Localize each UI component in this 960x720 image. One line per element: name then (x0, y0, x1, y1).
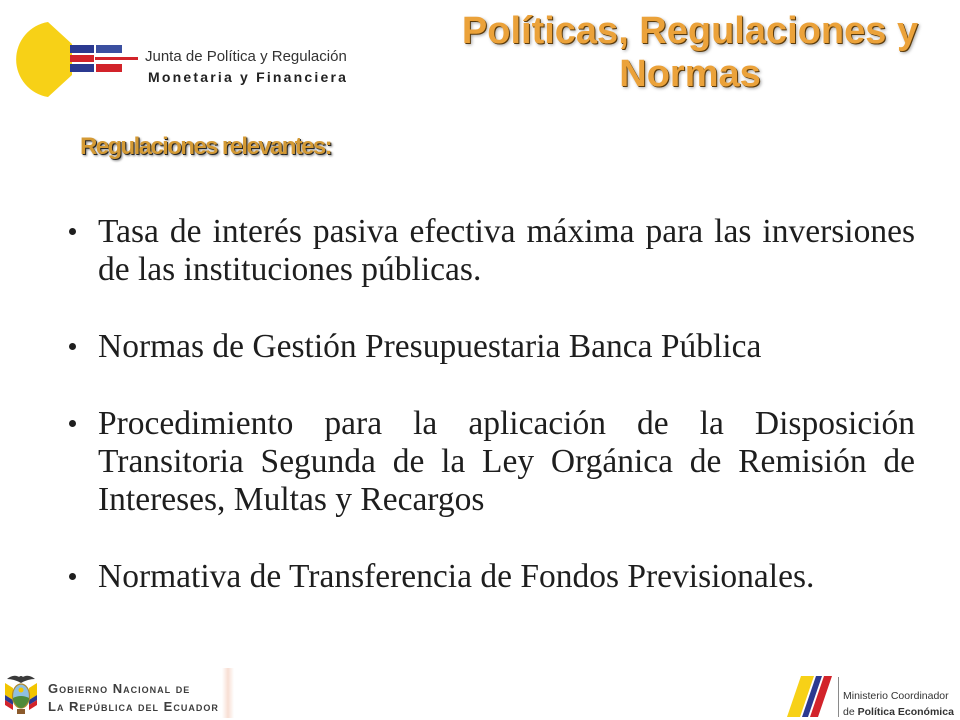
government-name-line2: La República del Ecuador (48, 699, 219, 714)
decorative-strip (222, 668, 234, 718)
bullet-dot-icon (69, 573, 76, 580)
ecuador-coat-of-arms-icon (2, 667, 40, 717)
bullet-text: Normativa de Transferencia de Fondos Previsionales. (98, 558, 815, 595)
ministry-name-line1: Ministerio Coordinador (843, 690, 949, 702)
bullet-item (98, 213, 915, 289)
footer-separator (838, 677, 839, 717)
ministry-name-prefix: de (843, 706, 855, 718)
bullet-item (98, 558, 915, 596)
org-name-line1: Junta de Política y Regulación (145, 48, 347, 65)
section-heading: Regulaciones relevantes: (80, 133, 332, 160)
ministry-name-bold: Política Económica (857, 706, 954, 718)
government-name-line1: Gobierno Nacional de (48, 681, 191, 696)
bullet-item (98, 405, 915, 519)
bullet-list (98, 213, 915, 635)
slide-title: Políticas, Regulaciones y Normas (461, 10, 919, 95)
bullet-dot-icon (69, 420, 76, 427)
ministerio-logo-icon (784, 672, 836, 720)
bullet-text: Procedimiento para la aplicación de la Disposición Transitoria Segunda de la Ley Orgánica de Remisión de Intereses, Multas y Recargos (98, 405, 915, 518)
bullet-dot-icon (69, 343, 76, 350)
bullet-text: Normas de Gestión Presupuestaria Banca Pública (98, 328, 762, 365)
bullet-text: Tasa de interés pasiva efectiva máxima para las inversiones de las instituciones públicas. (98, 213, 915, 288)
bullet-item (98, 328, 915, 366)
ministry-name-line2 (843, 705, 954, 719)
org-name-line2: Monetaria y Financiera (148, 69, 349, 85)
junta-logo-icon (0, 0, 140, 110)
bullet-dot-icon (69, 228, 76, 235)
